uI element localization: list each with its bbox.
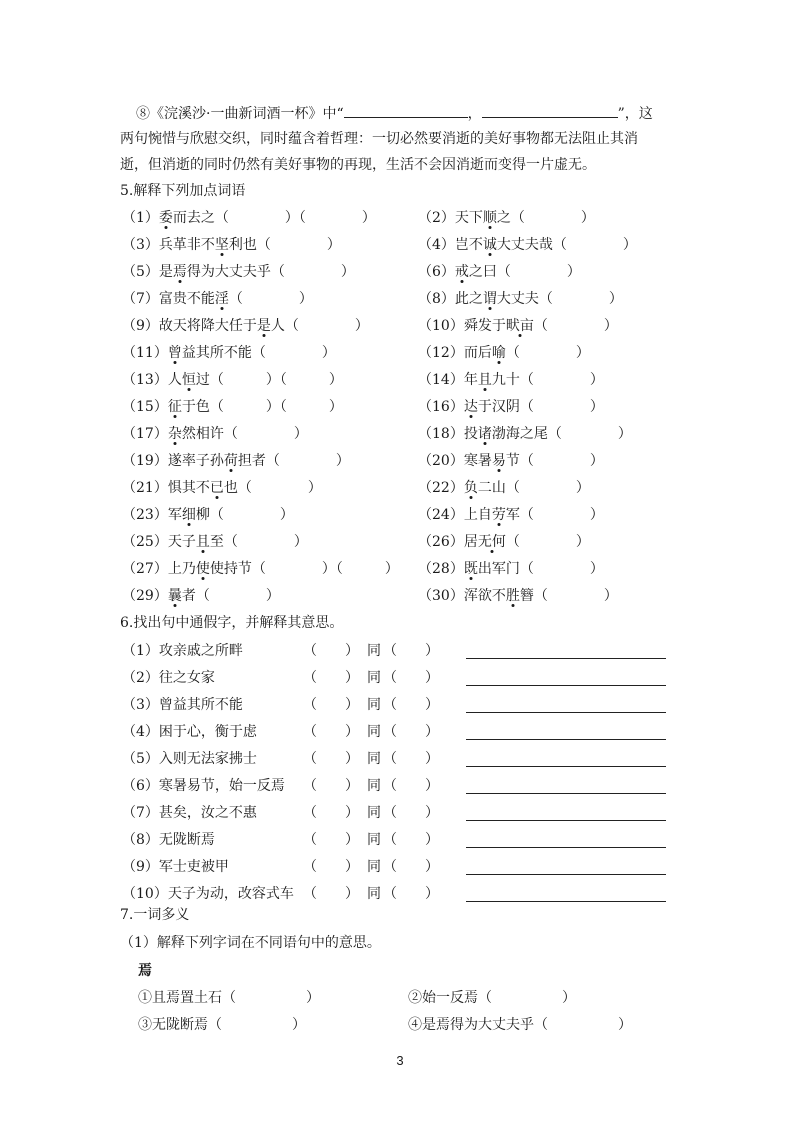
section6-item: （2）往之女家 — [122, 670, 215, 686]
item-text: （14）年 — [418, 372, 478, 388]
paren-blank: （ ） — [383, 724, 439, 740]
dotted-word: 杂 — [167, 426, 182, 442]
item-text: （ ） — [505, 345, 590, 361]
paren-blank: （ ） — [383, 859, 439, 875]
same-label: 同 — [367, 751, 381, 767]
paren-blank: （ ） — [383, 643, 439, 659]
paren-blank: （ ） — [383, 805, 439, 821]
item-text: （13）人 — [122, 372, 182, 388]
paren-blank: （ ） — [303, 751, 359, 767]
dotted-word: 戒 — [454, 264, 469, 280]
dotted-word: 谓 — [482, 291, 497, 307]
item-text: 渤海之尾（ ） — [491, 426, 632, 442]
section5-item — [418, 316, 618, 336]
section5-item — [122, 289, 313, 309]
section5-item — [122, 262, 355, 282]
item-text: 得为大丈夫乎（ ） — [186, 264, 355, 280]
section6-item: （3）曾益其所不能 — [122, 697, 243, 713]
section6-item: （10）天子为动，改容式车 — [122, 886, 294, 902]
paren-blank: （ ） — [303, 670, 359, 686]
answer-line[interactable] — [466, 901, 666, 902]
item-text: （ ） — [228, 291, 313, 307]
item-text: （22） — [418, 480, 464, 496]
dotted-word: 既 — [463, 561, 478, 577]
item-text: 而去之（ ）（ ） — [172, 210, 376, 226]
item-text: 出军门（ ） — [477, 561, 604, 577]
item-text: 也（ ） — [223, 480, 322, 496]
section5-item — [122, 532, 308, 552]
section6-item: （6）寒暑易节，始一反焉 — [122, 778, 285, 794]
dotted-word: 使 — [195, 561, 210, 577]
item-text: （24）上自 — [418, 507, 492, 523]
section5-item — [418, 370, 604, 390]
answer-line[interactable] — [466, 766, 666, 767]
same-label: 同 — [367, 697, 381, 713]
paren-blank: （ ） — [303, 643, 359, 659]
intro-line-1 — [136, 103, 653, 124]
answer-line[interactable] — [466, 712, 666, 713]
item-text: 益其所不能（ ） — [181, 345, 336, 361]
dotted-word: 畎亩 — [505, 318, 534, 334]
dotted-word: 喻 — [491, 345, 506, 361]
dotted-word: 细 — [181, 507, 196, 523]
item-text: 然相许（ ） — [181, 426, 308, 442]
section5-item — [418, 262, 581, 282]
item-text: 使持节（ ）（ ） — [209, 561, 399, 577]
section7-sub: （1）解释下列字词在不同语句中的意思。 — [120, 935, 381, 951]
item-text: （8）此之 — [418, 291, 483, 307]
dotted-word: 达 — [463, 399, 478, 415]
item-text: （28） — [418, 561, 464, 577]
dotted-word: 曾 — [167, 345, 182, 361]
paren-blank: （ ） — [303, 724, 359, 740]
paren-blank: （ ） — [303, 832, 359, 848]
dotted-word: 荷 — [223, 453, 238, 469]
section6-item: （8）无陇断焉 — [122, 832, 215, 848]
section6-item: （1）攻亲戚之所畔 — [122, 643, 243, 659]
dotted-word: 是 — [256, 318, 271, 334]
item-text: 二山（ ） — [477, 480, 590, 496]
section5-item — [418, 424, 632, 444]
section5-item — [418, 343, 590, 363]
item-text: 担者（ ） — [237, 453, 350, 469]
dotted-word: 诚 — [482, 237, 497, 253]
paren-blank: （ ） — [383, 832, 439, 848]
section5-title: 5.解释下列加点词语 — [120, 183, 246, 199]
item-text: 人（ ） — [270, 318, 369, 334]
paren-blank: （ ） — [383, 751, 439, 767]
item-text: （30）浑欲不 — [418, 588, 506, 604]
dotted-word: 胜 — [505, 588, 520, 604]
dotted-word: 坚 — [214, 237, 229, 253]
same-label: 同 — [367, 805, 381, 821]
paren-blank: （ ） — [383, 778, 439, 794]
paren-blank: （ ） — [383, 886, 439, 902]
section6-item: （7）甚矣，汝之不惠 — [122, 805, 257, 821]
section5-item — [122, 505, 294, 525]
dotted-word: 顺 — [482, 210, 497, 226]
item-text: 于汉阴（ ） — [477, 399, 604, 415]
item-text: （ ） — [533, 318, 618, 334]
item-text: 之（ ） — [496, 210, 595, 226]
item-text: （16） — [418, 399, 464, 415]
section7-item-3: ③无陇断焉（ ） — [138, 1017, 306, 1033]
dotted-word: 诸 — [477, 426, 492, 442]
blank-1[interactable] — [344, 103, 468, 118]
answer-line[interactable] — [466, 739, 666, 740]
section7-item-1: ①且焉置土石（ ） — [138, 990, 320, 1006]
section5-item — [122, 451, 350, 471]
intro-text-a: ⑧《浣溪沙·一曲新词酒一杯》中“ — [136, 106, 344, 122]
same-label: 同 — [367, 886, 381, 902]
answer-line[interactable] — [466, 820, 666, 821]
answer-line[interactable] — [466, 874, 666, 875]
section6-item: （4）困于心，衡于虑 — [122, 724, 257, 740]
item-text: （5）是 — [122, 264, 173, 280]
same-label: 同 — [367, 643, 381, 659]
section5-item — [122, 316, 369, 336]
item-text: 柳（ ） — [195, 507, 294, 523]
same-label: 同 — [367, 724, 381, 740]
dotted-word: 且 — [477, 372, 492, 388]
item-text: 于色（ ）（ ） — [181, 399, 343, 415]
item-text: 大丈夫（ ） — [496, 291, 623, 307]
dotted-word: 曩 — [167, 588, 182, 604]
paren-blank: （ ） — [303, 697, 359, 713]
dotted-word: 恒 — [181, 372, 196, 388]
section7-item-4: ④是焉得为大丈夫乎（ ） — [408, 1017, 632, 1033]
item-text: （25）天子 — [122, 534, 196, 550]
item-text: （9）故天将降大任于 — [122, 318, 257, 334]
same-label: 同 — [367, 859, 381, 875]
dotted-word: 负 — [463, 480, 478, 496]
answer-line[interactable] — [466, 658, 666, 659]
section5-item — [122, 586, 280, 606]
item-text: 军（ ） — [505, 507, 604, 523]
page-number: 3 — [396, 1053, 404, 1068]
item-text: 过（ ）（ ） — [195, 372, 343, 388]
item-text: （12）而后 — [418, 345, 492, 361]
item-text: （19）遂率子孙 — [122, 453, 224, 469]
section6-item: （9）军士吏被甲 — [122, 859, 229, 875]
answer-line[interactable] — [466, 793, 666, 794]
paren-blank: （ ） — [303, 859, 359, 875]
item-text: （3）兵革非不 — [122, 237, 215, 253]
item-text: （17） — [122, 426, 168, 442]
same-label: 同 — [367, 670, 381, 686]
item-text: （21）惧其不 — [122, 480, 210, 496]
paren-blank: （ ） — [383, 697, 439, 713]
item-text: （6） — [418, 264, 455, 280]
section5-item — [122, 235, 341, 255]
item-text: （20）寒暑 — [418, 453, 492, 469]
section5-item — [122, 208, 376, 228]
dotted-word: 易 — [491, 453, 506, 469]
item-text: （23）军 — [122, 507, 182, 523]
section5-item — [122, 559, 399, 579]
answer-line[interactable] — [466, 847, 666, 848]
dotted-word: 焉 — [172, 264, 187, 280]
item-text: （1） — [122, 210, 159, 226]
section6-title: 6.找出句中通假字，并解释其意思。 — [120, 615, 344, 631]
item-text: 九十（ ） — [491, 372, 604, 388]
blank-2[interactable] — [482, 103, 618, 118]
item-text: （10）舜发于 — [418, 318, 506, 334]
dotted-word: 委 — [158, 210, 173, 226]
item-text: （11） — [122, 345, 168, 361]
item-text: （ ） — [505, 534, 590, 550]
item-text: 者（ ） — [181, 588, 280, 604]
intro-sep: ， — [467, 106, 482, 122]
section5-item — [418, 208, 595, 228]
same-label: 同 — [367, 778, 381, 794]
paren-blank: （ ） — [303, 805, 359, 821]
section5-item — [418, 451, 604, 471]
item-text: 之曰（ ） — [468, 264, 581, 280]
section5-item — [122, 397, 343, 417]
dotted-word: 且 — [195, 534, 210, 550]
intro-line-3: 逝，但消逝的同时仍然有美好事物的再现，生活不会因消逝而变得一片虚无。 — [120, 157, 596, 173]
dotted-word: 无何 — [477, 534, 506, 550]
item-text: （2）天下 — [418, 210, 483, 226]
section5-item — [418, 397, 604, 417]
section5-item — [418, 586, 618, 606]
section7-item-2: ②始一反焉（ ） — [408, 990, 576, 1006]
dotted-word: 已 — [209, 480, 224, 496]
section5-item — [418, 289, 623, 309]
section5-item — [418, 235, 637, 255]
answer-line[interactable] — [466, 685, 666, 686]
item-text: （29） — [122, 588, 168, 604]
item-text: （26）居 — [418, 534, 478, 550]
section5-item — [418, 505, 604, 525]
item-text: （18）投 — [418, 426, 478, 442]
section5-item — [122, 343, 336, 363]
item-text: （27）上乃 — [122, 561, 196, 577]
section5-item — [122, 370, 343, 390]
section5-item — [418, 478, 590, 498]
item-text: 至（ ） — [209, 534, 308, 550]
section5-item — [122, 424, 308, 444]
section7-word: 焉 — [138, 963, 152, 979]
item-text: 节（ ） — [505, 453, 604, 469]
intro-text-b: ”，这 — [617, 106, 653, 122]
section6-item: （5）入则无法家拂士 — [122, 751, 257, 767]
paren-blank: （ ） — [303, 778, 359, 794]
item-text: 簪（ ） — [519, 588, 618, 604]
item-text: 利也（ ） — [228, 237, 341, 253]
section7-title: 7.一词多义 — [120, 907, 190, 923]
section5-item — [122, 478, 322, 498]
item-text: 大丈夫哉（ ） — [496, 237, 637, 253]
item-text: （15） — [122, 399, 168, 415]
dotted-word: 劳 — [491, 507, 506, 523]
paren-blank: （ ） — [383, 670, 439, 686]
dotted-word: 淫 — [214, 291, 229, 307]
same-label: 同 — [367, 832, 381, 848]
section5-item — [418, 559, 604, 579]
item-text: （4）岂不 — [418, 237, 483, 253]
dotted-word: 征 — [167, 399, 182, 415]
item-text: （7）富贵不能 — [122, 291, 215, 307]
section5-item — [418, 532, 590, 552]
paren-blank: （ ） — [303, 886, 359, 902]
intro-line-2: 两句惋惜与欣慰交织，同时蕴含着哲理：一切必然要消逝的美好事物都无法阻止其消 — [120, 131, 638, 147]
